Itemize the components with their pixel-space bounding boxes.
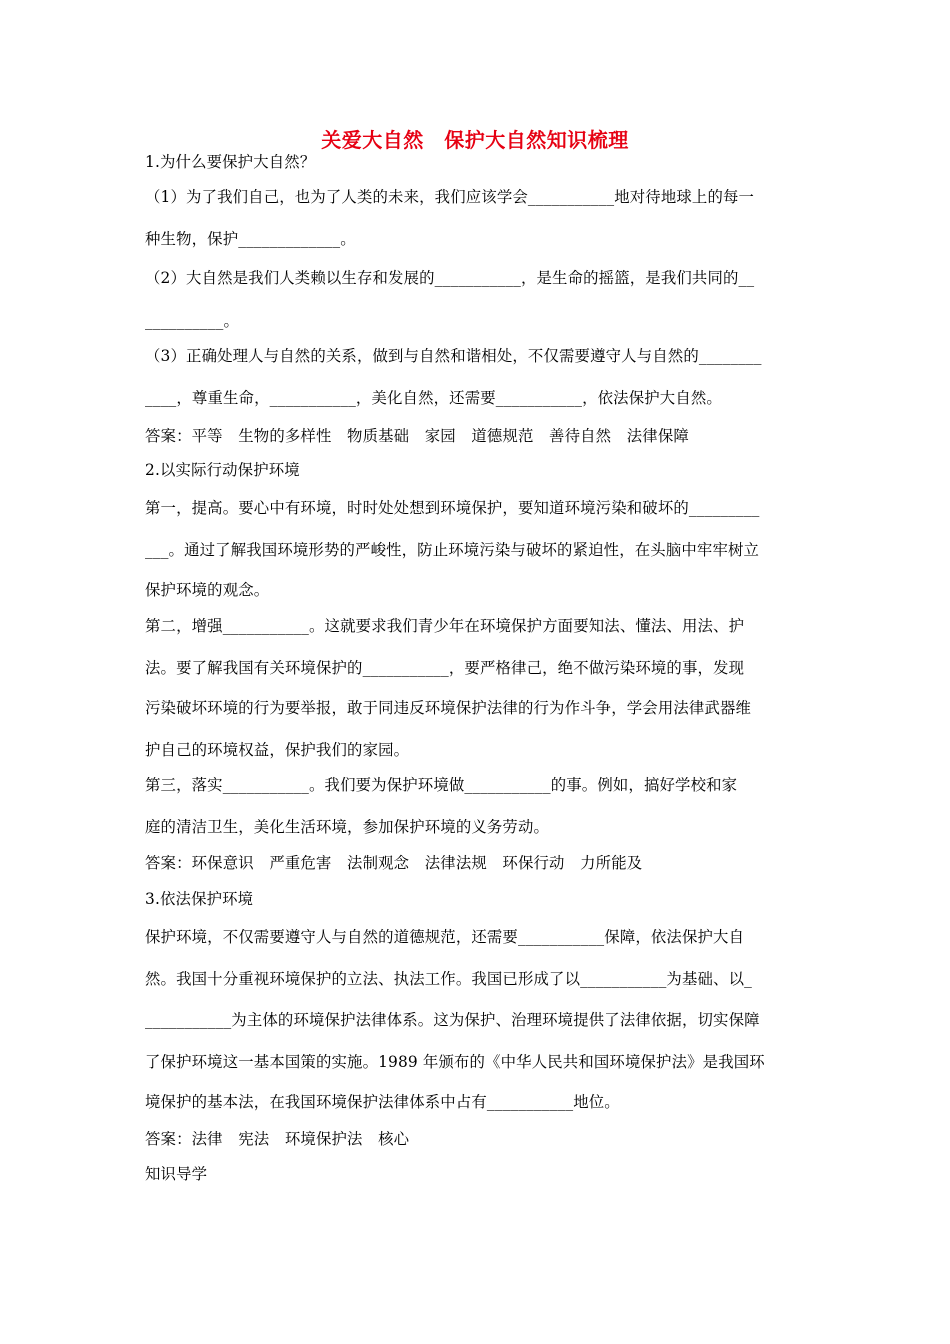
- text-line: （1）为了我们自己，也为了人类的未来，我们应该学会___________地对待地球上的每一: [145, 188, 755, 206]
- text-line: 答案：法律 宪法 环境保护法 核心: [145, 1130, 410, 1148]
- text-line: 法。要了解我国有关环境保护的___________，要严格律己，绝不做污染环境的事，发现: [145, 659, 745, 677]
- text-line: 了保护环境这一基本国策的实施。1989 年颁布的《中华人民共和国环境保护法》是我国环: [145, 1053, 765, 1071]
- text-line: 知识导学: [145, 1165, 208, 1183]
- text-line: 保护环境的观念。: [145, 581, 270, 599]
- text-line: 种生物，保护_____________。: [145, 230, 356, 248]
- text-line: 答案：平等 生物的多样性 物质基础 家园 道德规范 善待自然 法律保障: [145, 427, 689, 445]
- text-line: 第一，提高。要心中有环境，时时处处想到环境保护，要知道环境污染和破坏的_________: [145, 499, 760, 517]
- text-line: （3）正确处理人与自然的关系，做到与自然和谐相处，不仅需要遵守人与自然的________: [145, 347, 762, 365]
- text-line: ___。通过了解我国环境形势的严峻性，防止环境污染与破坏的紧迫性，在头脑中牢牢树立: [145, 541, 760, 559]
- text-line: 庭的清洁卫生，美化生活环境，参加保护环境的义务劳动。: [145, 818, 550, 836]
- text-line: ____，尊重生命，___________，美化自然，还需要___________，依法保护大自然。: [145, 389, 722, 407]
- text-line: 然。我国十分重视环境保护的立法、执法工作。我国已形成了以___________为基础、以_: [145, 970, 752, 988]
- text-line: （2）大自然是我们人类赖以生存和发展的___________，是生命的摇篮，是我们共同的__: [145, 269, 755, 287]
- text-line: 3.依法保护环境: [145, 890, 254, 908]
- page-title: 关爱大自然 保护大自然知识梳理: [321, 128, 629, 152]
- text-line: 2.以实际行动保护环境: [145, 461, 300, 479]
- text-line: 保护环境，不仅需要遵守人与自然的道德规范，还需要___________保障，依法保护大自: [145, 928, 745, 946]
- text-line: __________。: [145, 312, 239, 330]
- text-line: 第二，增强___________。这就要求我们青少年在环境保护方面要知法、懂法、用法、护: [145, 617, 745, 635]
- text-line: 污染破坏环境的行为要举报，敢于同违反环境保护法律的行为作斗争，学会用法律武器维: [145, 699, 752, 717]
- text-line: 1.为什么要保护大自然？: [145, 153, 316, 171]
- text-line: 护自己的环境权益，保护我们的家园。: [145, 741, 410, 759]
- text-line: 第三，落实___________。我们要为保护环境做___________的事。例如，搞好学校和家: [145, 776, 738, 794]
- text-line: 境保护的基本法，在我国环境保护法律体系中占有___________地位。: [145, 1093, 620, 1111]
- text-line: 答案：环保意识 严重危害 法制观念 法律法规 环保行动 力所能及: [145, 854, 643, 872]
- text-line: ___________为主体的环境保护法律体系。这为保护、治理环境提供了法律依据，切实保障: [145, 1011, 760, 1029]
